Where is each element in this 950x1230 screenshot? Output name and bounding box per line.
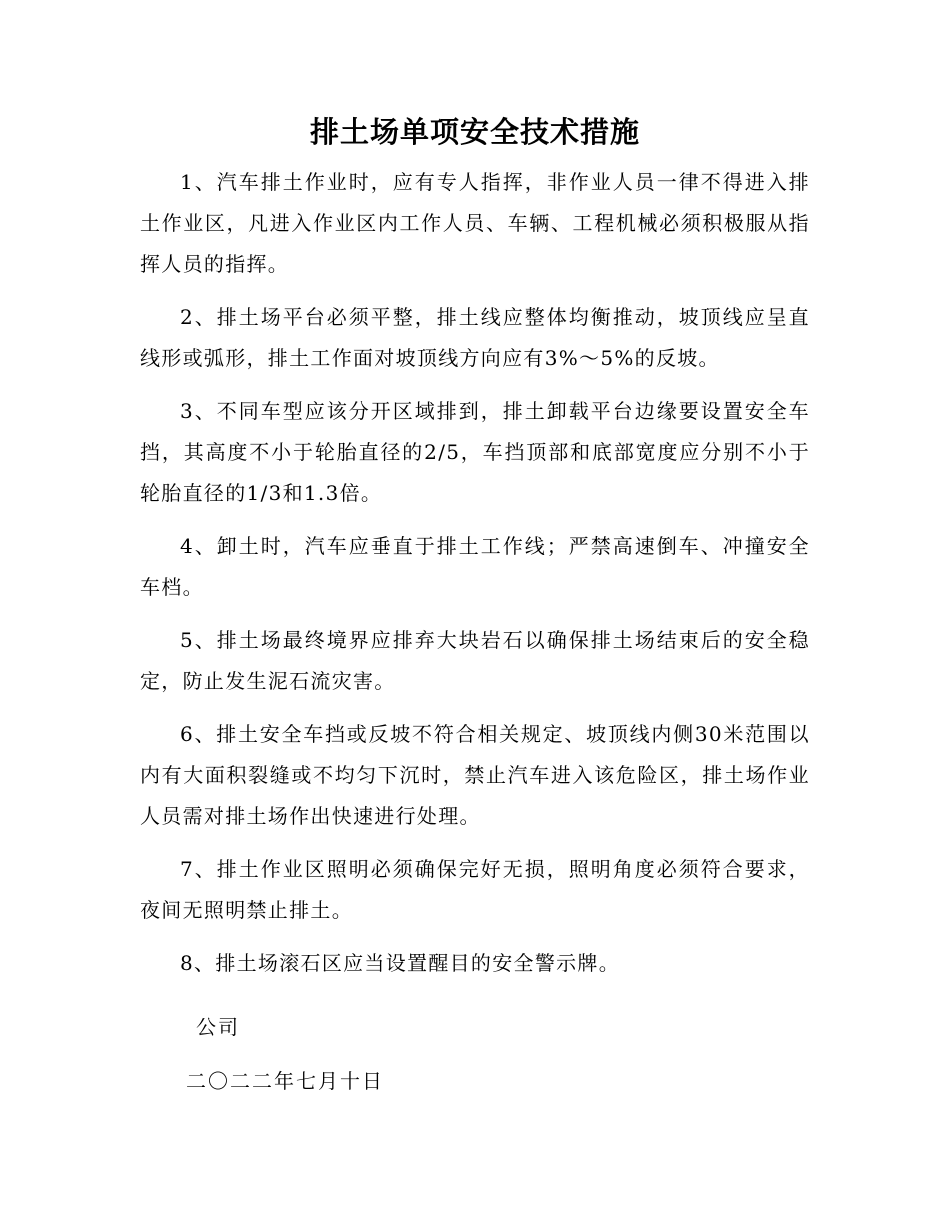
- document-body: [140, 162, 810, 996]
- paragraph-6: 6、排土安全车挡或反坡不符合相关规定、坡顶线内侧30米范围以内有大面积裂缝或不均匀下沉时，禁止汽车进入该危险区，排土场作业人员需对排土场作出快速进行处理。: [140, 722, 810, 828]
- paragraph-8: 8、排土场滚石区应当设置醒目的安全警示牌。: [180, 951, 621, 975]
- paragraph-5: 5、排土场最终境界应排弃大块岩石以确保排土场结束后的安全稳定，防止发生泥石流灾害。: [140, 628, 810, 693]
- company-signature: 公司: [196, 1015, 240, 1039]
- paragraph-2: 2、排土场平台必须平整，排土线应整体均衡推动，坡顶线应呈直线形或弧形，排土工作面对坡顶线方向应有3%～5%的反坡。: [140, 305, 810, 370]
- document-date: 二〇二二年七月十日: [186, 1069, 384, 1093]
- paragraph-7: 7、排土作业区照明必须确保完好无损，照明角度必须符合要求，夜间无照明禁止排土。: [140, 857, 810, 922]
- paragraph-3: 3、不同车型应该分开区域排到，排土卸载平台边缘要设置安全车挡，其高度不小于轮胎直径的2/5，车挡顶部和底部宽度应分别不小于轮胎直径的1/3和1.3倍。: [140, 399, 810, 505]
- paragraph-1: 1、汽车排土作业时，应有专人指挥，非作业人员一律不得进入排土作业区，凡进入作业区内工作人员、车辆、工程机械必须积极服从指挥人员的指挥。: [140, 170, 810, 276]
- document-title: 排土场单项安全技术措施: [309, 115, 640, 149]
- paragraph-4: 4、卸土时，汽车应垂直于排土工作线；严禁高速倒车、冲撞安全车档。: [140, 534, 810, 599]
